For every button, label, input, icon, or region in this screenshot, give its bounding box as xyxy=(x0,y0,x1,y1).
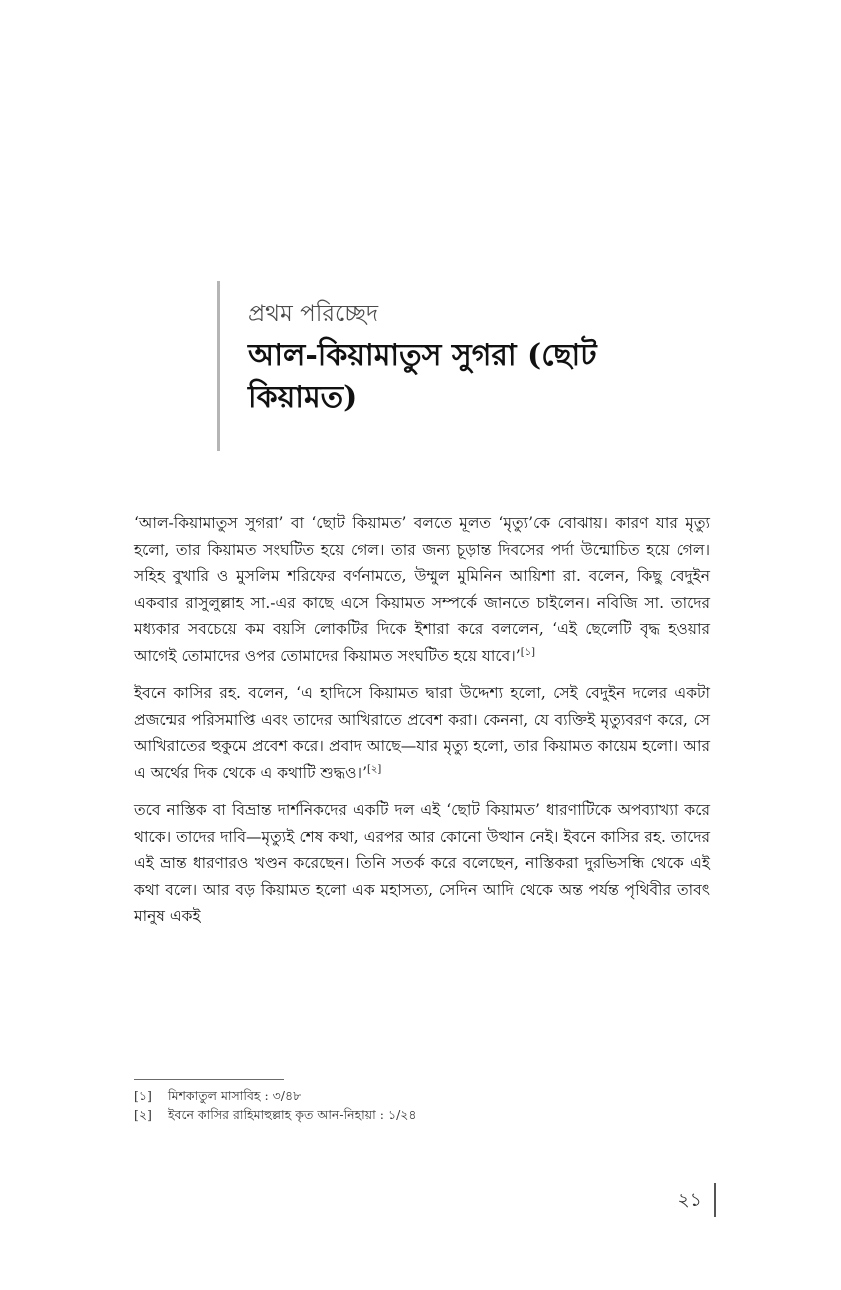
footnotes xyxy=(134,1086,710,1124)
footnote-reference: [১] xyxy=(520,646,535,658)
footnote-2 xyxy=(134,1105,710,1124)
paragraph-2 xyxy=(134,680,710,786)
footnote-text: মিশকাতুল মাসাবিহ : ৩/৪৮ xyxy=(168,1088,302,1103)
chapter-header xyxy=(217,281,597,451)
paragraph-text: তবে নাস্তিক বা বিভ্রান্ত দার্শনিকদের একটি দল এই ‘ছোট কিয়ামত’ ধারণাটিকে অপব্যাখ্যা করে থাকে। তাদের দাবি—মৃত্যুই শেষ কথা, এরপর আর কোনো উত্থান নেই। ইবনে কাসির রহ. তাদের এই ভ্রান্ত ধারণারও খণ্ডন করেছেন। তিনি সতর্ক করে বলেছেন, নাস্তিকরা দুরভিসন্ধি থেকে এই কথা বলে। আর বড় কিয়ামত হলো এক মহাসত্য, সেদিন আদি থেকে অন্ত পর্যন্ত পৃথিবীর তাবৎ মানুষ একই xyxy=(134,801,710,925)
footnote-divider xyxy=(134,1079,284,1080)
page-number: ২১ xyxy=(677,1189,702,1211)
footnote-reference: [২] xyxy=(367,763,382,775)
chapter-title: আল-কিয়ামাতুস সুগরা (ছোট কিয়ামত) xyxy=(248,337,597,416)
footnote-text: ইবনে কাসির রাহিমাহুল্লাহ কৃত আন-নিহায়া : ১/২৪ xyxy=(168,1107,417,1122)
paragraph-3 xyxy=(134,797,710,930)
footnote-mark: [২] xyxy=(134,1107,152,1122)
chapter-label: প্রথম পরিচ্ছেদ xyxy=(248,301,379,327)
paragraph-text: ‘আল-কিয়ামাতুস সুগরা’ বা ‘ছোট কিয়ামত’ বলতে মূলত ‘মৃত্যু’কে বোঝায়। কারণ যার মৃত্যু হলো, তার কিয়ামত সংঘটিত হয়ে গেল। তার জন্য চূড়ান্ত দিবসের পর্দা উন্মোচিত হয়ে গেল। সহিহ বুখারি ও মুসলিম শরিফের বর্ণনামতে, উম্মুল মুমিনিন আয়িশা রা. বলেন, কিছু বেদুইন একবার রাসুলুল্লাহ সা.-এর কাছে এসে কিয়ামত সম্পর্কে জানতে চাইলেন। নবিজি সা. তাদের মধ্যকার সবচেয়ে কম বয়সি লোকটির দিকে ইশারা করে বললেন, ‘এই ছেলেটি বৃদ্ধ হওয়ার আগেই তোমাদের ওপর তোমাদের কিয়ামত সংঘটিত হয়ে যাবে।’ xyxy=(134,514,710,665)
footnote-1 xyxy=(134,1086,710,1105)
page-number-rule xyxy=(714,1183,716,1217)
footnote-mark: [১] xyxy=(134,1088,152,1103)
body-text xyxy=(134,510,710,941)
paragraph-1 xyxy=(134,510,710,669)
paragraph-text: ইবনে কাসির রহ. বলেন, ‘এ হাদিসে কিয়ামত দ্বারা উদ্দেশ্য হলো, সেই বেদুইন দলের একটা প্রজন্মের পরিসমাপ্তি এবং তাদের আখিরাতে প্রবেশ করা। কেননা, যে ব্যক্তিই মৃত্যুবরণ করে, সে আখিরাতের হুকুমে প্রবেশ করে। প্রবাদ আছে—যার মৃত্যু হলো, তার কিয়ামত কায়েম হলো। আর এ অর্থের দিক থেকে এ কথাটি শুদ্ধও।’ xyxy=(134,684,710,782)
